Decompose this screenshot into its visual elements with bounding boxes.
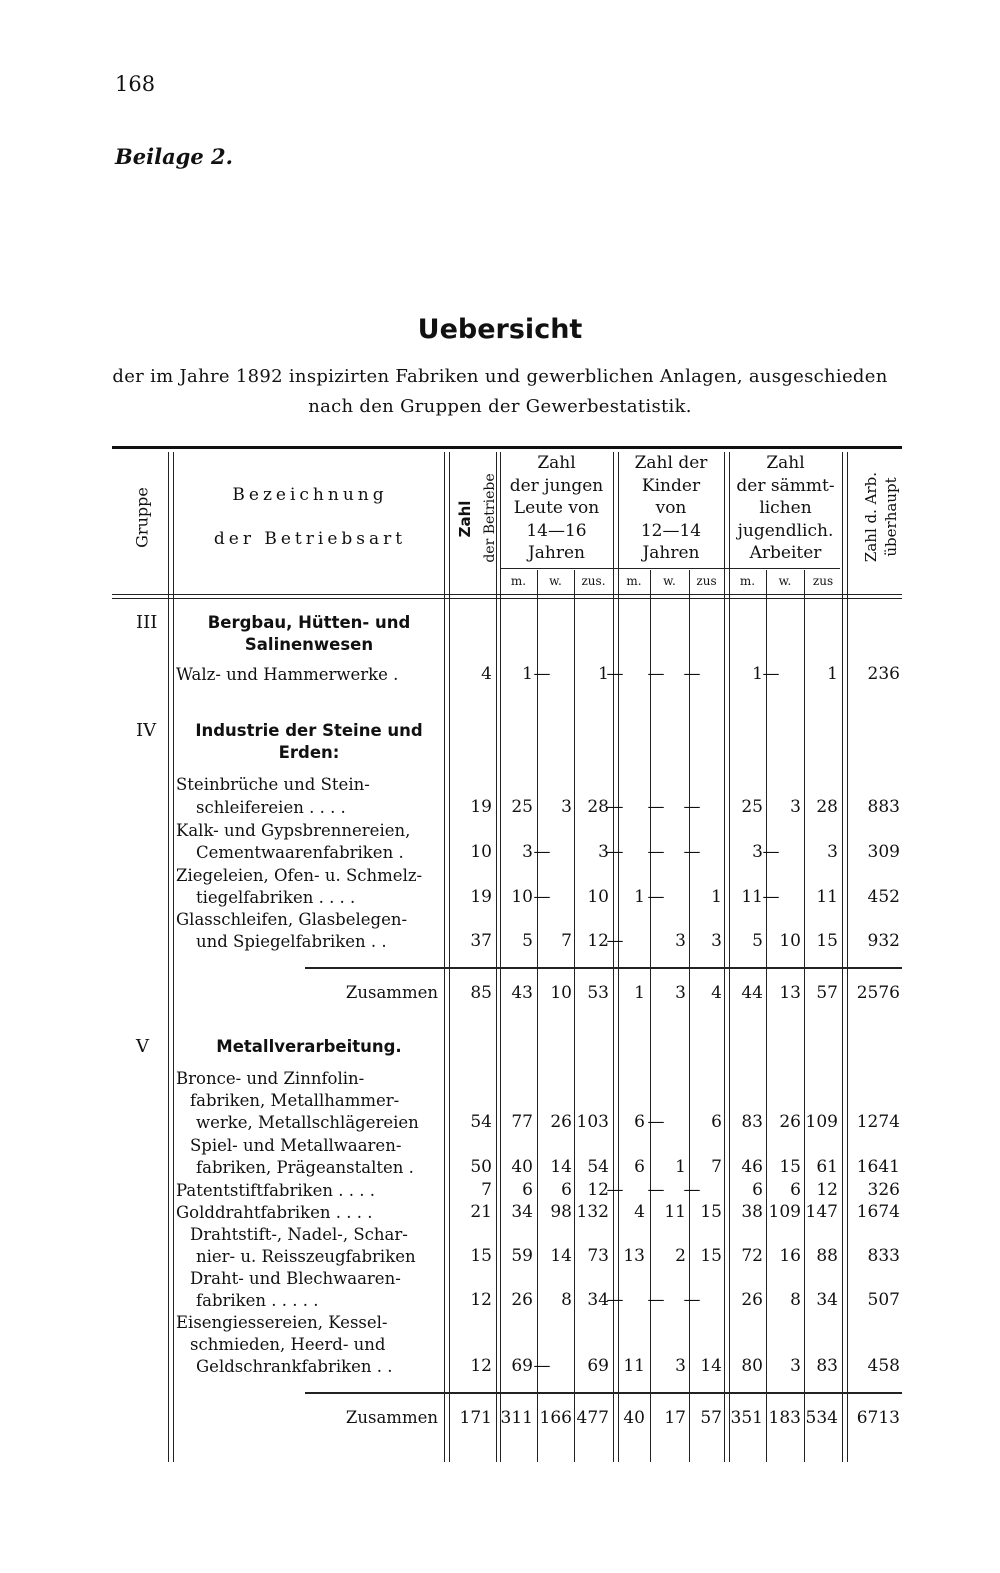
row-value: 5 — [522, 931, 533, 951]
total-label: Zusammen — [345, 1408, 438, 1427]
row-value: 8 — [790, 1290, 801, 1310]
total-value: 166 — [539, 1408, 572, 1428]
row-value: 11 — [741, 887, 763, 907]
row-label: Patentstiftfabriken . . . . — [176, 1181, 375, 1200]
row-value: 3 — [790, 1356, 801, 1376]
column-rule — [537, 570, 538, 1462]
row-value: — — [762, 887, 780, 907]
row-value: 12 — [587, 931, 609, 951]
row-value: 34 — [587, 1290, 609, 1310]
row-label: Drahtstift-, Nadel-, Schar- — [190, 1225, 408, 1244]
row-value: 14 — [700, 1356, 722, 1376]
row-value: 4 — [634, 1202, 645, 1222]
row-value: 6 — [790, 1180, 801, 1200]
total-value: 13 — [779, 983, 801, 1003]
header-bezeichnung-2: der Betriebsart — [213, 529, 407, 549]
header-gruppe: Gruppe — [132, 487, 152, 548]
row-value: 7 — [711, 1157, 722, 1177]
row-value: 5 — [752, 931, 763, 951]
row-value: — — [606, 931, 624, 951]
row-value: 1674 — [856, 1202, 900, 1222]
row-label: Draht- und Blechwaaren- — [190, 1269, 401, 1288]
row-value: 25 — [741, 797, 763, 817]
subheader-zus: zus — [812, 574, 834, 588]
row-value: — — [606, 1180, 624, 1200]
row-value: 10 — [779, 931, 801, 951]
subheader-zus: zus — [696, 574, 717, 588]
row-value: — — [606, 797, 624, 817]
row-value: — — [683, 842, 701, 862]
total-value: 311 — [500, 1408, 533, 1428]
header-saemmtliche: Arbeiter — [749, 543, 822, 563]
row-value: 40 — [511, 1157, 533, 1177]
total-value: 43 — [511, 983, 533, 1003]
row-label: Cementwaarenfabriken . — [196, 843, 404, 862]
header-junge-leute: Zahl — [537, 453, 576, 473]
row-value: 103 — [576, 1112, 609, 1132]
row-value: 69 — [511, 1356, 533, 1376]
header-bezeichnung-1: Bezeichnung — [232, 485, 388, 505]
header-saemmtliche: lichen — [759, 498, 812, 518]
row-value: 3 — [598, 842, 609, 862]
row-value: 73 — [587, 1246, 609, 1266]
row-value: 7 — [561, 931, 572, 951]
total-rule — [305, 967, 902, 969]
row-value: 38 — [741, 1202, 763, 1222]
row-value: 1 — [711, 887, 722, 907]
row-value: 80 — [741, 1356, 763, 1376]
row-value: 19 — [470, 887, 492, 907]
subheader-w: w. — [778, 574, 792, 588]
row-value: — — [762, 842, 780, 862]
page-number: 168 — [115, 72, 156, 96]
row-value: 6 — [634, 1112, 645, 1132]
column-rule — [847, 452, 848, 1462]
row-value: 83 — [741, 1112, 763, 1132]
row-value: 69 — [587, 1356, 609, 1376]
row-value: 12 — [470, 1356, 492, 1376]
row-value: 46 — [741, 1157, 763, 1177]
page-title: Uebersicht — [417, 314, 583, 345]
row-value: — — [683, 1180, 701, 1200]
total-value: 53 — [587, 983, 609, 1003]
row-label: tiegelfabriken . . . . — [196, 888, 356, 907]
row-label: nier- u. Reisszeugfabriken — [196, 1247, 416, 1266]
row-value: 16 — [779, 1246, 801, 1266]
total-value: 57 — [816, 983, 838, 1003]
column-rule — [613, 452, 614, 1462]
row-value: 1641 — [856, 1157, 900, 1177]
subheader-m: m. — [739, 574, 756, 588]
row-value: 15 — [816, 931, 838, 951]
header-kinder: Zahl der — [634, 453, 708, 473]
row-value: 26 — [550, 1112, 572, 1132]
group-title: Industrie der Steine und — [195, 721, 423, 740]
header-zahl-betriebe-1: Zahl — [456, 500, 474, 538]
table-top-rule — [112, 446, 902, 449]
row-value: 932 — [867, 931, 900, 951]
row-label: fabriken, Prägeanstalten . — [196, 1158, 414, 1177]
row-label: schmieden, Heerd- und — [190, 1335, 386, 1354]
row-value: 6 — [522, 1180, 533, 1200]
column-rule — [766, 570, 767, 1462]
row-value: 3 — [675, 1356, 686, 1376]
column-rule — [724, 452, 725, 1462]
column-rule — [173, 452, 174, 1462]
row-value: 3 — [522, 842, 533, 862]
row-value: 15 — [779, 1157, 801, 1177]
total-value: 1 — [634, 983, 645, 1003]
row-value: — — [647, 887, 665, 907]
row-value: 1 — [598, 664, 609, 684]
header-arbeiter-2: überhaupt — [882, 477, 900, 557]
row-value: 28 — [587, 797, 609, 817]
row-value: 21 — [470, 1202, 492, 1222]
header-saemmtliche: Zahl — [766, 453, 805, 473]
row-value: 61 — [816, 1157, 838, 1177]
row-value: 10 — [511, 887, 533, 907]
row-value: — — [606, 1290, 624, 1310]
row-value: 14 — [550, 1157, 572, 1177]
total-value: 351 — [730, 1408, 763, 1428]
row-value: 15 — [700, 1246, 722, 1266]
header-zahl-betriebe-2: der Betriebe — [482, 473, 498, 563]
total-rule — [305, 1392, 902, 1394]
row-value: 12 — [816, 1180, 838, 1200]
row-value: 326 — [867, 1180, 900, 1200]
row-value: — — [762, 664, 780, 684]
row-value: 132 — [576, 1202, 609, 1222]
row-value: 10 — [587, 887, 609, 907]
header-junge-leute: Leute von — [513, 498, 600, 518]
row-value: 3 — [711, 931, 722, 951]
row-value: 59 — [511, 1246, 533, 1266]
row-value: 7 — [481, 1180, 492, 1200]
column-rule — [496, 452, 497, 1462]
row-value: 26 — [511, 1290, 533, 1310]
subheader-w: w. — [549, 574, 562, 588]
total-value: 3 — [675, 983, 686, 1003]
row-value: 4 — [481, 664, 492, 684]
total-value: 477 — [576, 1408, 609, 1428]
row-value: 11 — [664, 1202, 686, 1222]
row-value: — — [683, 1290, 701, 1310]
subheader-zus: zus. — [581, 574, 606, 588]
row-value: 11 — [816, 887, 838, 907]
column-rule — [444, 452, 445, 1462]
row-value: 83 — [816, 1356, 838, 1376]
total-value: 4 — [711, 983, 722, 1003]
total-value: 171 — [459, 1408, 492, 1428]
row-value: 2 — [675, 1246, 686, 1266]
subtitle-line-1: der im Jahre 1892 inspizirten Fabriken und gewerblichen Anlagen, ausgeschieden — [112, 366, 888, 387]
row-value: 3 — [790, 797, 801, 817]
column-rule — [689, 570, 690, 1462]
row-value: — — [647, 1112, 665, 1132]
column-rule — [574, 570, 575, 1462]
group-title: Erden: — [278, 743, 340, 762]
row-label: Bronce- und Zinnfolin- — [176, 1069, 365, 1088]
row-value: 25 — [511, 797, 533, 817]
header-saemmtliche: der sämmt- — [736, 475, 835, 496]
row-value: 3 — [561, 797, 572, 817]
row-label: Golddrahtfabriken . . . . — [176, 1203, 373, 1222]
column-rule — [804, 570, 805, 1462]
row-value: 26 — [779, 1112, 801, 1132]
header-junge-leute: Jahren — [527, 543, 586, 563]
row-value: 28 — [816, 797, 838, 817]
row-label: Walz- und Hammerwerke . — [176, 665, 399, 684]
row-value: 1 — [634, 887, 645, 907]
row-value: 88 — [816, 1246, 838, 1266]
row-value: 12 — [587, 1180, 609, 1200]
row-value: 1 — [522, 664, 533, 684]
supplement-label: Beilage 2. — [115, 144, 233, 169]
row-label: Kalk- und Gypsbrennereien, — [176, 821, 411, 840]
subtitle-line-2: nach den Gruppen der Gewerbestatistik. — [308, 396, 692, 417]
row-value: — — [533, 842, 551, 862]
total-value: 10 — [550, 983, 572, 1003]
row-label: Spiel- und Metallwaaren- — [190, 1136, 402, 1155]
subheader-m: m. — [626, 574, 642, 588]
subheader-rule — [500, 568, 840, 569]
subheader-w: w. — [663, 574, 676, 588]
row-value: 1 — [827, 664, 838, 684]
row-value: — — [647, 1180, 665, 1200]
header-junge-leute: 14—16 — [526, 520, 587, 541]
row-value: 236 — [867, 664, 900, 684]
row-value: 19 — [470, 797, 492, 817]
row-value: 309 — [867, 842, 900, 862]
row-value: 507 — [867, 1290, 900, 1310]
header-kinder: 12—14 — [640, 520, 702, 541]
row-value: 3 — [752, 842, 763, 862]
total-value: 2576 — [856, 983, 900, 1003]
total-value: 44 — [741, 983, 763, 1003]
total-value: 183 — [768, 1408, 801, 1428]
total-value: 17 — [664, 1408, 686, 1428]
row-value: — — [647, 842, 665, 862]
row-value: 54 — [470, 1112, 492, 1132]
total-value: 534 — [805, 1408, 838, 1428]
row-label: fabriken, Metallhammer- — [190, 1091, 400, 1110]
row-value: 1 — [752, 664, 763, 684]
total-value: 6713 — [856, 1408, 900, 1428]
row-value: 1274 — [856, 1112, 900, 1132]
row-value: 8 — [561, 1290, 572, 1310]
total-value: 40 — [623, 1408, 645, 1428]
row-value: 6 — [634, 1157, 645, 1177]
header-saemmtliche: jugendlich. — [737, 520, 834, 541]
row-value: — — [533, 887, 551, 907]
row-value: — — [606, 664, 624, 684]
column-rule — [842, 452, 843, 1462]
row-label: fabriken . . . . . — [196, 1291, 319, 1310]
subheader-m: m. — [510, 574, 527, 588]
header-kinder: Kinder — [641, 475, 701, 496]
row-value: 458 — [867, 1356, 900, 1376]
header-junge-leute: der jungen — [509, 475, 604, 496]
row-value: — — [533, 1356, 551, 1376]
group-number: III — [136, 612, 158, 633]
header-arbeiter-1: Zahl d. Arb. — [862, 471, 880, 563]
column-rule — [449, 452, 450, 1462]
row-value: — — [647, 664, 665, 684]
total-label: Zusammen — [345, 983, 438, 1002]
row-value: 77 — [511, 1112, 533, 1132]
row-value: 883 — [867, 797, 900, 817]
row-value: 3 — [675, 931, 686, 951]
row-value: 12 — [470, 1290, 492, 1310]
column-rule — [729, 452, 730, 1462]
row-label: Glasschleifen, Glasbelegen- — [176, 910, 408, 929]
header-kinder: Jahren — [642, 543, 700, 563]
total-value: 85 — [470, 983, 492, 1003]
row-label: Steinbrüche und Stein- — [176, 775, 370, 794]
row-value: 109 — [768, 1202, 801, 1222]
header-bottom-rule-2 — [112, 598, 902, 599]
row-value: 54 — [587, 1157, 609, 1177]
row-value: 833 — [867, 1246, 900, 1266]
header-bottom-rule — [112, 594, 902, 595]
row-value: — — [683, 797, 701, 817]
row-value: — — [533, 664, 551, 684]
row-value: 15 — [470, 1246, 492, 1266]
row-value: 109 — [805, 1112, 838, 1132]
column-rule — [618, 452, 619, 1462]
row-value: 34 — [511, 1202, 533, 1222]
row-label: Ziegeleien, Ofen- u. Schmelz- — [176, 866, 423, 885]
row-value: 3 — [827, 842, 838, 862]
row-value: — — [606, 842, 624, 862]
row-label: schleifereien . . . . — [196, 798, 346, 817]
row-value: 37 — [470, 931, 492, 951]
row-value: — — [647, 797, 665, 817]
row-value: 15 — [700, 1202, 722, 1222]
row-label: und Spiegelfabriken . . — [196, 932, 387, 951]
row-value: 147 — [805, 1202, 838, 1222]
row-value: 6 — [752, 1180, 763, 1200]
row-value: 6 — [711, 1112, 722, 1132]
group-title: Metallverarbeitung. — [216, 1037, 402, 1056]
column-rule — [168, 452, 169, 1462]
row-value: 1 — [675, 1157, 686, 1177]
row-value: — — [683, 664, 701, 684]
group-title: Bergbau, Hütten- und — [207, 613, 411, 632]
row-value: 72 — [741, 1246, 763, 1266]
row-label: werke, Metallschlägereien — [196, 1113, 419, 1132]
column-rule — [650, 570, 651, 1462]
row-value: — — [647, 1290, 665, 1310]
header-kinder: von — [655, 498, 687, 518]
row-value: 34 — [816, 1290, 838, 1310]
row-value: 14 — [550, 1246, 572, 1266]
group-number: V — [136, 1036, 149, 1057]
group-title: Salinenwesen — [244, 635, 374, 654]
row-value: 13 — [623, 1246, 645, 1266]
row-value: 26 — [741, 1290, 763, 1310]
row-label: Eisengiessereien, Kessel- — [176, 1313, 388, 1332]
total-value: 57 — [700, 1408, 722, 1428]
row-value: 11 — [623, 1356, 645, 1376]
row-label: Geldschrankfabriken . . — [196, 1357, 393, 1376]
row-value: 452 — [867, 887, 900, 907]
group-number: IV — [136, 720, 157, 741]
row-value: 50 — [470, 1157, 492, 1177]
row-value: 10 — [470, 842, 492, 862]
row-value: 98 — [550, 1202, 572, 1222]
row-value: 6 — [561, 1180, 572, 1200]
column-rule — [500, 452, 501, 1462]
